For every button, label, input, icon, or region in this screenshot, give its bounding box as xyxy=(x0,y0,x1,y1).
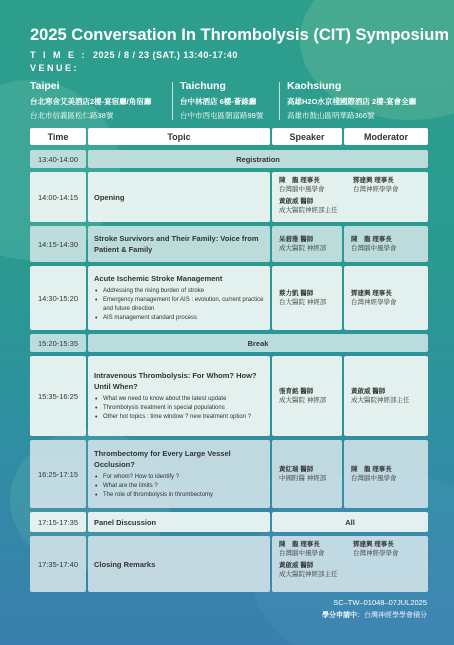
moderator-name: 黃啟威 醫師 xyxy=(351,388,386,395)
host-org: 成大醫院神經部主任 xyxy=(279,207,338,214)
host-name: 鄧建興 理事長 xyxy=(353,541,394,548)
host-name: 黃啟威 醫師 xyxy=(279,198,314,205)
topic-title: Opening xyxy=(94,192,125,202)
time-value: 2025 / 8 / 23 (SAT.) 13:40-17:40 xyxy=(93,50,238,60)
topic-bullet: • What we need to know about the latest update xyxy=(94,395,264,404)
host-org: 台灣腦中風學會 xyxy=(279,550,325,557)
venue-city: Taipei xyxy=(30,80,60,92)
host-name: 鄧建興 理事長 xyxy=(353,177,394,184)
topic-bullet: • Thrombolysis treatment in special populations xyxy=(94,404,264,413)
topic-title: Acute Ischemic Stroke Management xyxy=(94,274,223,283)
host-org: 台灣神經學學會 xyxy=(353,550,399,557)
topic-closing xyxy=(88,536,270,592)
closing-hosts xyxy=(272,536,428,592)
time-opening: 14:00-14:15 xyxy=(30,172,86,222)
speaker-thrombectomy xyxy=(272,440,342,508)
time-registration: 13:40-14:00 xyxy=(30,150,86,168)
credit-note xyxy=(270,610,427,620)
topic-title: Stroke Survivors and Their Family: Voice from Patient & Family xyxy=(94,234,259,254)
header-speaker: Speaker xyxy=(272,128,342,145)
venue-address: 高雄市鼓山區明華路366號 xyxy=(287,111,375,120)
topic-bullets xyxy=(94,287,264,323)
time-panel: 17:15-17:35 xyxy=(30,512,86,532)
speaker-name: 張育銘 醫師 xyxy=(279,388,314,395)
moderator-name: 陳 龍 理事長 xyxy=(351,236,392,243)
speaker-name: 呆碧雅 醫師 xyxy=(279,236,314,243)
host-name: 黃啟威 醫師 xyxy=(279,562,314,569)
registration-label: Registration xyxy=(88,150,428,168)
host-org: 成大醫院神經部主任 xyxy=(279,571,338,578)
venue-label: VENUE: xyxy=(30,63,80,73)
venue-divider xyxy=(172,82,173,120)
topic-bullets xyxy=(94,473,264,500)
venue-hotel: 台北寒舍艾美酒店2樓-宴宿廳/角宿廳 xyxy=(30,97,152,106)
credit-label: 學分申請中 xyxy=(322,612,357,619)
host-name: 陳 龍 理事長 xyxy=(279,177,320,184)
moderator-stroke-survivors xyxy=(344,226,428,262)
venue-address: 台北市信義區松仁路38號 xyxy=(30,111,114,120)
moderator-org: 台灣神經學學會 xyxy=(351,299,397,306)
topic-stroke-survivors xyxy=(88,226,270,262)
header-moderator: Moderator xyxy=(344,128,428,145)
venue-taichung xyxy=(180,80,263,121)
moderator-thrombectomy xyxy=(344,440,428,508)
moderator-org: 台灣腦中風學會 xyxy=(351,245,397,252)
speaker-ivt xyxy=(272,356,342,436)
speaker-org: 台大醫院 神經部 xyxy=(279,299,327,306)
time-closing: 17:35-17:40 xyxy=(30,536,86,592)
venue-address: 台中市西屯區朝富路99號 xyxy=(180,111,264,120)
time-stroke-survivors: 14:15-14:30 xyxy=(30,226,86,262)
panel-all: All xyxy=(272,512,428,532)
opening-hosts xyxy=(272,172,428,222)
event-time xyxy=(30,50,238,60)
moderator-name: 鄧建興 理事長 xyxy=(351,290,392,297)
speaker-org: 成大醫院 神經部 xyxy=(279,245,327,252)
topic-title: Thrombectomy for Every Large Vessel Occlusion? xyxy=(94,449,231,469)
time-label: T I M E : xyxy=(30,50,87,60)
topic-title: Closing Remarks xyxy=(94,559,156,569)
topic-title: Intravenous Thrombolysis: For Whom? How? Until When? xyxy=(94,371,257,391)
time-thrombectomy: 16:25-17:15 xyxy=(30,440,86,508)
topic-bullet: • AIS management standard process xyxy=(94,314,264,323)
moderator-org: 台灣腦中風學會 xyxy=(351,475,397,482)
time-ais: 14:30-15:20 xyxy=(30,266,86,330)
topic-bullet: • For whom? How to identify ? xyxy=(94,473,264,482)
topic-bullet: • Emergency management for AIS : evolution, current practice and future direction xyxy=(94,296,264,314)
topic-ais xyxy=(88,266,270,330)
time-ivt: 15:35-16:25 xyxy=(30,356,86,436)
credit-value: ：台灣神經學學會積分 xyxy=(357,612,427,619)
document-code: SC–TW–01048–07JUL2025 xyxy=(333,598,427,607)
time-break: 15:20-15:35 xyxy=(30,334,86,352)
speaker-stroke-survivors xyxy=(272,226,342,262)
topic-title: Panel Discussion xyxy=(94,517,157,527)
break-label: Break xyxy=(88,334,428,352)
moderator-name: 陳 龍 理事長 xyxy=(351,466,392,473)
host-org: 台灣神經學學會 xyxy=(353,186,399,193)
topic-panel xyxy=(88,512,270,532)
host-name: 陳 龍 理事長 xyxy=(279,541,320,548)
topic-bullets xyxy=(94,395,264,422)
speaker-org: 成大醫院 神經部 xyxy=(279,397,327,404)
topic-thrombectomy xyxy=(88,440,270,508)
speaker-name: 黃紅瑞 醫師 xyxy=(279,466,314,473)
speaker-name: 蔡力凱 醫師 xyxy=(279,290,314,297)
page-title: 2025 Conversation In Thrombolysis (CIT) Symposium xyxy=(30,26,450,44)
moderator-ais xyxy=(344,266,428,330)
moderator-ivt xyxy=(344,356,428,436)
header-time: Time xyxy=(30,128,86,145)
topic-bullet: • Addressing the rising burden of stroke xyxy=(94,287,264,296)
moderator-org: 成大醫院神經部主任 xyxy=(351,397,410,404)
venue-hotel: 台中林酒店 6樓-薈綠廳 xyxy=(180,97,257,106)
venue-city: Kaohsiung xyxy=(287,80,342,92)
venue-divider xyxy=(279,82,280,120)
speaker-ais xyxy=(272,266,342,330)
topic-ivt xyxy=(88,356,270,436)
topic-bullet: • What are the limits ? xyxy=(94,482,264,491)
topic-opening xyxy=(88,172,270,222)
venue-kaohsiung xyxy=(287,80,416,121)
topic-bullet: • Other hot topics : time window ? new treatment option ? xyxy=(94,413,264,422)
venue-taipei xyxy=(30,80,151,121)
host-org: 台灣腦中風學會 xyxy=(279,186,325,193)
topic-bullet: • The role of thrombolysis in thrombectomy xyxy=(94,491,264,500)
venue-city: Taichung xyxy=(180,80,226,92)
header-topic: Topic xyxy=(88,128,270,145)
speaker-org: 中國附醫 神經部 xyxy=(279,475,327,482)
venue-hotel: 高雄H2O水京棧國際酒店 2樓-宴會全廳 xyxy=(287,97,417,106)
